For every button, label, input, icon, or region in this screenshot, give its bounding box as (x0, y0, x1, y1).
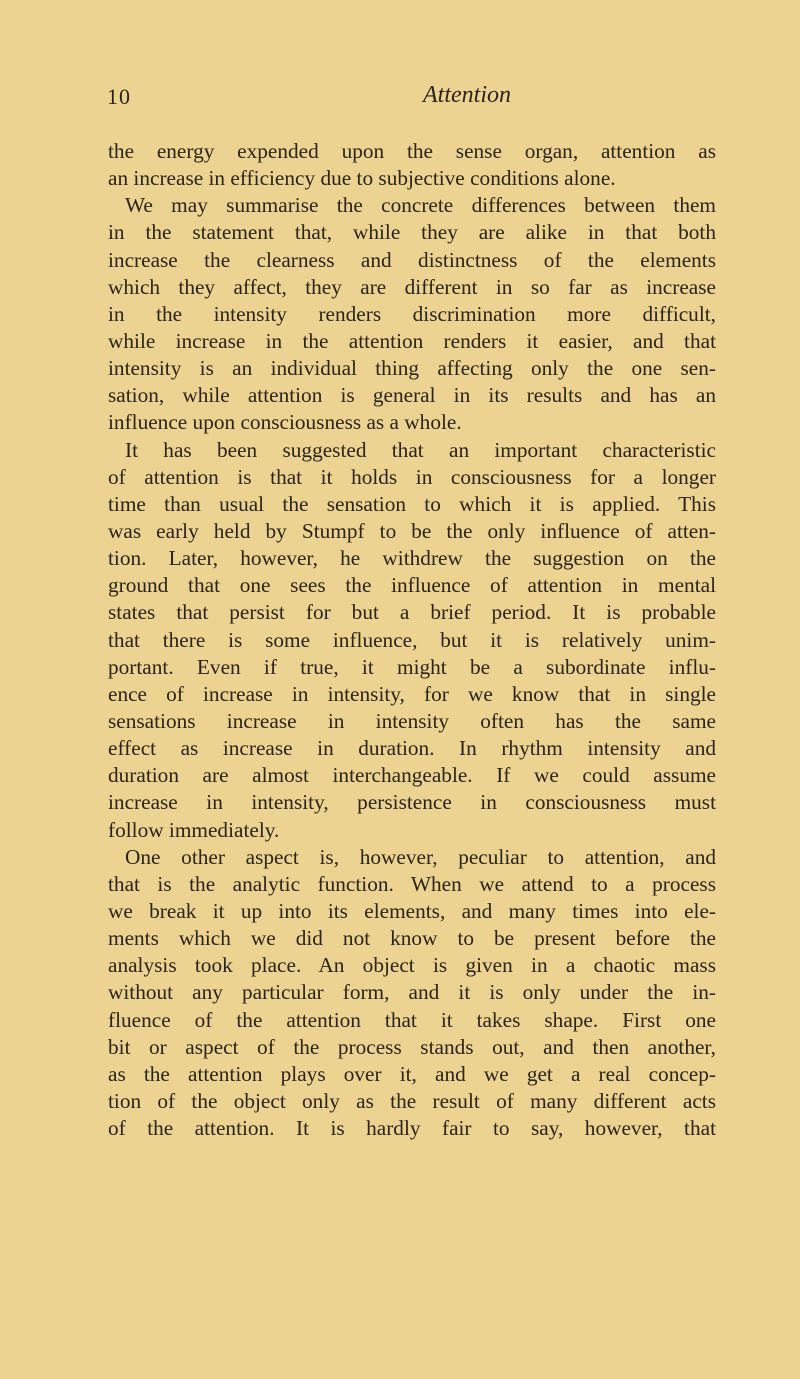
text-line: the energy expended upon the sense organ, attention as (108, 139, 716, 163)
text-line: increase in intensity, persistence in consciousness must (108, 790, 716, 815)
text-line: We may summarise the concrete differences between them (125, 193, 716, 218)
text-line: effect as increase in duration. In rhythm intensity and (108, 736, 716, 761)
text-line: ence of increase in intensity, for we know that in single (108, 681, 716, 706)
text-line: ground that one sees the influence of attention in mental (108, 573, 716, 598)
text-line: which they affect, they are different in so far as increase (108, 274, 716, 299)
text-line: fluence of the attention that it takes shape. First one (108, 1007, 716, 1032)
text-line: ments which we did not know to be present before the (108, 926, 716, 951)
text-line: tion of the object only as the result of many different acts (108, 1088, 716, 1113)
text-line: duration are almost interchangeable. If we could assume (108, 763, 716, 788)
text-line: that is the analytic function. When we attend to a process (108, 871, 716, 896)
text-line: portant. Even if true, it might be a subordinate influ- (108, 654, 716, 679)
text-line: increase the clearness and distinctness of the elements (108, 247, 716, 272)
text-line: an increase in efficiency due to subjective conditions alone. (108, 166, 616, 191)
text-line: It has been suggested that an important characteristic (125, 437, 716, 462)
running-title: Attention (423, 82, 511, 108)
text-line: we break it up into its elements, and many times into ele- (108, 898, 716, 923)
text-line: influence upon consciousness as a whole. (108, 410, 462, 435)
text-line: was early held by Stumpf to be the only influence of atten- (108, 518, 716, 543)
text-line: while increase in the attention renders it easier, and that (108, 328, 716, 353)
body-text (108, 138, 716, 1142)
text-line: One other aspect is, however, peculiar to attention, and (125, 844, 716, 869)
text-line: tion. Later, however, he withdrew the suggestion on the (108, 546, 716, 571)
text-line: analysis took place. An object is given in a chaotic mass (108, 953, 716, 978)
text-line: bit or aspect of the process stands out, and then another, (108, 1034, 716, 1059)
text-line: that there is some influence, but it is relatively unim- (108, 627, 716, 652)
text-line: in the intensity renders discrimination more difficult, (108, 301, 716, 326)
text-line: sation, while attention is general in its results and has an (108, 383, 716, 408)
text-line: as the attention plays over it, and we get a real concep- (108, 1061, 716, 1086)
text-line: of attention is that it holds in consciousness for a longer (108, 464, 716, 489)
text-line: follow immediately. (108, 817, 280, 842)
text-line: sensations increase in intensity often has the same (108, 708, 716, 733)
text-line: in the statement that, while they are alike in that both (108, 220, 716, 245)
text-line: intensity is an individual thing affecting only the one sen- (108, 356, 716, 381)
text-line: time than usual the sensation to which it is applied. This (108, 491, 716, 516)
text-line: states that persist for but a brief period. It is probable (108, 600, 716, 625)
page-number: 10 (107, 84, 131, 109)
text-line: of the attention. It is hardly fair to say, however, that (108, 1116, 716, 1141)
text-line: without any particular form, and it is only under the in- (108, 980, 716, 1005)
